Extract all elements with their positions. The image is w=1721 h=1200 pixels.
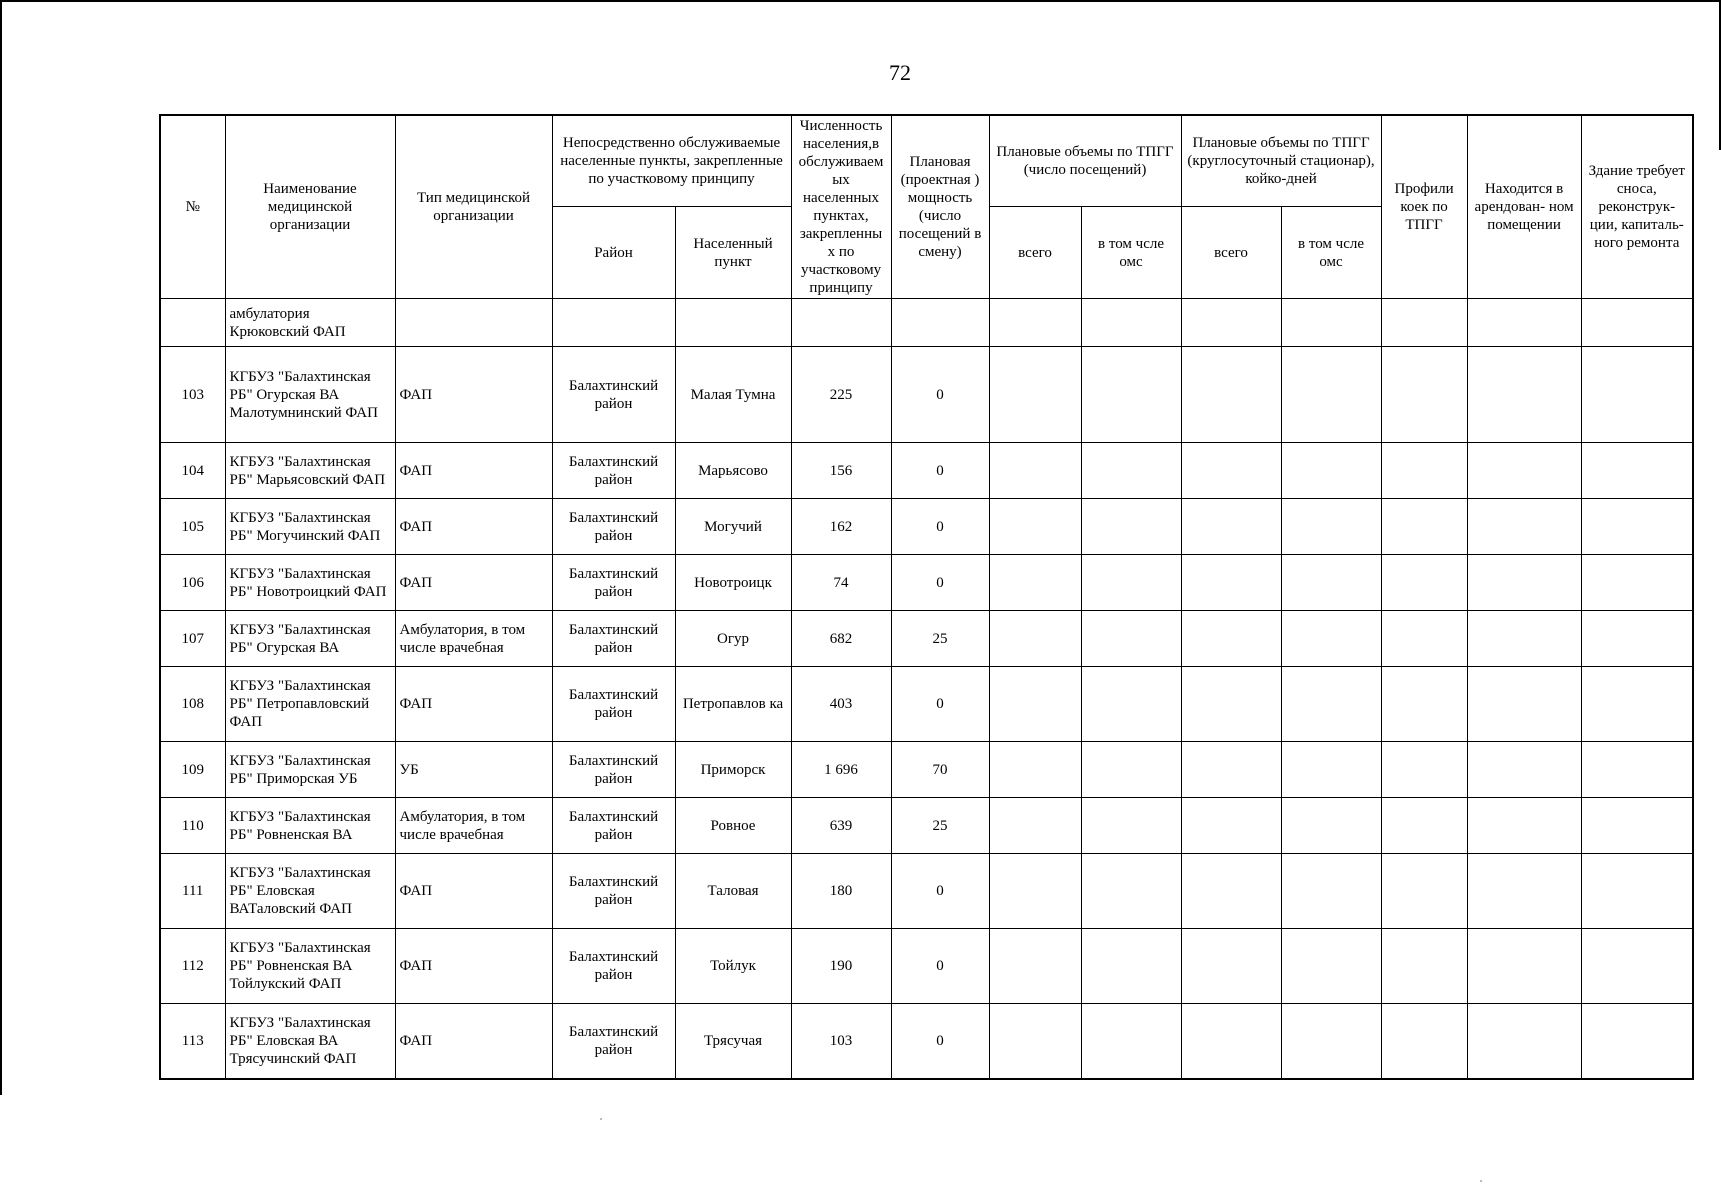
cell-num: 107 xyxy=(160,611,225,667)
cell-empty xyxy=(1581,1004,1693,1079)
cell-district: Балахтинский район xyxy=(552,499,675,555)
cell-org-type: ФАП xyxy=(395,555,552,611)
cell-capacity: 0 xyxy=(891,555,989,611)
cell-capacity: 0 xyxy=(891,1004,989,1079)
cell-empty xyxy=(1467,798,1581,854)
table-row xyxy=(160,499,1693,555)
cell-empty xyxy=(1381,929,1467,1004)
cell-settlement: Огур xyxy=(675,611,791,667)
cell-population: 74 xyxy=(791,555,891,611)
cell-org-type: УБ xyxy=(395,742,552,798)
cell-empty xyxy=(1281,854,1381,929)
cell-district: Балахтинский район xyxy=(552,742,675,798)
header-hospital-oms: в том чсле омс xyxy=(1281,207,1381,299)
cell-empty xyxy=(1381,854,1467,929)
table-row xyxy=(160,854,1693,929)
header-hospital-total: всего xyxy=(1181,207,1281,299)
cell-empty xyxy=(1181,347,1281,443)
table-row xyxy=(160,555,1693,611)
cell-empty xyxy=(1181,854,1281,929)
cell-population: 162 xyxy=(791,499,891,555)
cell-empty xyxy=(1281,611,1381,667)
cell-empty xyxy=(1581,555,1693,611)
cell-empty xyxy=(989,555,1081,611)
cell-org-type: Амбулатория, в том числе врачебная xyxy=(395,611,552,667)
cell-empty xyxy=(1281,1004,1381,1079)
header-rented: Находится в арендован- ном помещении xyxy=(1467,115,1581,299)
header-org-name: Наименование медицинской организации xyxy=(225,115,395,299)
page-border-top xyxy=(0,0,1721,2)
header-org-type: Тип медицинской организации xyxy=(395,115,552,299)
cell-district: Балахтинский район xyxy=(552,347,675,443)
cell-empty xyxy=(1181,742,1281,798)
cell-num: 108 xyxy=(160,667,225,742)
cell-empty xyxy=(1581,854,1693,929)
cell-empty xyxy=(1467,499,1581,555)
cell-org-name: КГБУЗ "Балахтинская РБ" Огурская ВА Малотумнинский ФАП xyxy=(225,347,395,443)
cell-district: Балахтинский район xyxy=(552,611,675,667)
cell-empty xyxy=(1467,929,1581,1004)
cell-empty xyxy=(1281,798,1381,854)
cell-num: 109 xyxy=(160,742,225,798)
scan-speck xyxy=(600,1118,602,1120)
cell-capacity: 0 xyxy=(891,929,989,1004)
cell-empty xyxy=(1381,798,1467,854)
cell-empty xyxy=(1081,667,1181,742)
cell-empty xyxy=(989,611,1081,667)
header-capacity: Плановая (проектная ) мощность (число посещений в смену) xyxy=(891,115,989,299)
header-num: № xyxy=(160,115,225,299)
cell-empty xyxy=(1081,443,1181,499)
cell-org-type: ФАП xyxy=(395,1004,552,1079)
cell-empty xyxy=(989,929,1081,1004)
cell-capacity: 0 xyxy=(891,499,989,555)
cell-empty xyxy=(1281,667,1381,742)
cell-empty xyxy=(1581,742,1693,798)
table-row xyxy=(160,742,1693,798)
cell-settlement: Могучий xyxy=(675,499,791,555)
cell-empty xyxy=(989,443,1081,499)
cell-district: Балахтинский район xyxy=(552,798,675,854)
cell-empty xyxy=(1281,555,1381,611)
cell-empty xyxy=(1181,929,1281,1004)
cell-empty xyxy=(1581,611,1693,667)
cell-org-type: ФАП xyxy=(395,929,552,1004)
table-row xyxy=(160,443,1693,499)
cell-empty xyxy=(1581,499,1693,555)
header-served-settlements: Непосредственно обслуживаемые населенные пункты, закрепленные по участковому принципу xyxy=(552,115,791,207)
cell-empty xyxy=(989,667,1081,742)
cell-population: 682 xyxy=(791,611,891,667)
cell-empty xyxy=(1281,347,1381,443)
cell-empty xyxy=(1467,1004,1581,1079)
cell-settlement: Малая Тумна xyxy=(675,347,791,443)
cell-empty xyxy=(1467,611,1581,667)
cell-empty xyxy=(989,854,1081,929)
cell-empty xyxy=(1181,611,1281,667)
cell-org-type: Амбулатория, в том числе врачебная xyxy=(395,798,552,854)
cell-empty xyxy=(1581,798,1693,854)
table-row xyxy=(160,798,1693,854)
header-repair: Здание требует сноса, реконструк- ции, капиталь- ного ремонта xyxy=(1581,115,1693,299)
cell-empty xyxy=(1381,555,1467,611)
header-population: Численность населения,в обслуживаем ых населенных пунктах, закрепленны х по участковому принципу xyxy=(791,115,891,299)
cell-empty xyxy=(1581,667,1693,742)
cell-empty xyxy=(1081,798,1181,854)
cell-empty xyxy=(1081,347,1181,443)
cell-num: 104 xyxy=(160,443,225,499)
header-visits-oms: в том чсле омс xyxy=(1081,207,1181,299)
cell-empty xyxy=(989,742,1081,798)
cell-capacity: 0 xyxy=(891,347,989,443)
cell-empty xyxy=(1381,1004,1467,1079)
cell-org-name: КГБУЗ "Балахтинская РБ" Петропавловский ФАП xyxy=(225,667,395,742)
cell-population: 190 xyxy=(791,929,891,1004)
cell-org-name: КГБУЗ "Балахтинская РБ" Марьясовский ФАП xyxy=(225,443,395,499)
cell-district: Балахтинский район xyxy=(552,1004,675,1079)
cell-org-name: КГБУЗ "Балахтинская РБ" Еловская ВА Трясучинский ФАП xyxy=(225,1004,395,1079)
cell-population: 180 xyxy=(791,854,891,929)
cell-empty xyxy=(1081,854,1181,929)
cell-num: 112 xyxy=(160,929,225,1004)
table-row xyxy=(160,611,1693,667)
cell-capacity: 25 xyxy=(891,798,989,854)
cell-population: 403 xyxy=(791,667,891,742)
cell-empty xyxy=(1581,443,1693,499)
cell-district: Балахтинский район xyxy=(552,929,675,1004)
cell-org-type: ФАП xyxy=(395,443,552,499)
cell-empty xyxy=(1581,347,1693,443)
cell-empty xyxy=(1181,667,1281,742)
cell-population: 156 xyxy=(791,443,891,499)
table-row xyxy=(160,667,1693,742)
cell-empty xyxy=(1467,555,1581,611)
cell-population: 639 xyxy=(791,798,891,854)
cell-population: 1 696 xyxy=(791,742,891,798)
cell-org-type: ФАП xyxy=(395,854,552,929)
cell-org-name: КГБУЗ "Балахтинская РБ" Еловская ВАТаловский ФАП xyxy=(225,854,395,929)
cell-empty xyxy=(1467,443,1581,499)
cell-empty xyxy=(1181,499,1281,555)
header-settlement: Населенный пункт xyxy=(675,207,791,299)
cell-empty xyxy=(1081,499,1181,555)
cell-org-type: ФАП xyxy=(395,499,552,555)
cell-settlement: Приморск xyxy=(675,742,791,798)
cell-district: Балахтинский район xyxy=(552,443,675,499)
cell-num: 103 xyxy=(160,347,225,443)
cell-district: Балахтинский район xyxy=(552,854,675,929)
cell-settlement: Ровное xyxy=(675,798,791,854)
cell-capacity: 25 xyxy=(891,611,989,667)
cell-empty xyxy=(1081,555,1181,611)
cell-district: Балахтинский район xyxy=(552,667,675,742)
cell-empty xyxy=(1381,347,1467,443)
cell-empty xyxy=(1381,499,1467,555)
table-row xyxy=(160,1004,1693,1079)
cell-org-name: КГБУЗ "Балахтинская РБ" Приморская УБ xyxy=(225,742,395,798)
table-row-continuation xyxy=(160,299,1693,347)
cell-settlement: Тойлук xyxy=(675,929,791,1004)
cell-empty xyxy=(1381,611,1467,667)
cell-org-name: КГБУЗ "Балахтинская РБ" Ровненская ВА Тойлукский ФАП xyxy=(225,929,395,1004)
page-border-left xyxy=(0,0,2,1095)
facilities-table xyxy=(159,114,1694,1080)
cell-empty xyxy=(1081,742,1181,798)
cell-org-name: КГБУЗ "Балахтинская РБ" Огурская ВА xyxy=(225,611,395,667)
cell-org-type: ФАП xyxy=(395,347,552,443)
cell-empty xyxy=(1281,499,1381,555)
cell-num: 105 xyxy=(160,499,225,555)
cell-num: 110 xyxy=(160,798,225,854)
cell-empty xyxy=(989,798,1081,854)
cell-population: 103 xyxy=(791,1004,891,1079)
cell-num xyxy=(160,299,225,347)
cell-num: 106 xyxy=(160,555,225,611)
cell-empty xyxy=(1081,611,1181,667)
cell-settlement: Таловая xyxy=(675,854,791,929)
page-number: 72 xyxy=(889,60,911,85)
cell-empty xyxy=(989,499,1081,555)
cell-empty xyxy=(1381,667,1467,742)
cell-capacity: 0 xyxy=(891,667,989,742)
cell-capacity: 0 xyxy=(891,443,989,499)
cell-empty xyxy=(989,347,1081,443)
header-bed-profiles: Профили коек по ТПГГ xyxy=(1381,115,1467,299)
cell-population: 225 xyxy=(791,347,891,443)
scan-speck xyxy=(1480,1180,1482,1182)
cell-empty xyxy=(1281,443,1381,499)
cell-capacity: 0 xyxy=(891,854,989,929)
cell-empty xyxy=(1381,443,1467,499)
cell-empty xyxy=(1281,742,1381,798)
cell-empty xyxy=(1467,347,1581,443)
cell-empty xyxy=(1081,929,1181,1004)
cell-empty xyxy=(1181,1004,1281,1079)
cell-empty xyxy=(1281,929,1381,1004)
cell-num: 111 xyxy=(160,854,225,929)
cell-capacity: 70 xyxy=(891,742,989,798)
cell-empty xyxy=(1181,798,1281,854)
header-hospital-volume: Плановые объемы по ТПГГ (круглосуточный стационар), койко-дней xyxy=(1181,115,1381,207)
cell-org-type: ФАП xyxy=(395,667,552,742)
header-district: Район xyxy=(552,207,675,299)
cell-empty xyxy=(1467,742,1581,798)
cell-org-name: КГБУЗ "Балахтинская РБ" Ровненская ВА xyxy=(225,798,395,854)
table-row xyxy=(160,347,1693,443)
header-visits-total: всего xyxy=(989,207,1081,299)
cell-org-name: амбулатория Крюковский ФАП xyxy=(225,299,395,347)
header-visits-volume: Плановые объемы по ТПГГ (число посещений) xyxy=(989,115,1181,207)
cell-empty xyxy=(1581,929,1693,1004)
cell-settlement: Новотроицк xyxy=(675,555,791,611)
cell-org-name: КГБУЗ "Балахтинская РБ" Новотроицкий ФАП xyxy=(225,555,395,611)
cell-settlement: Трясучая xyxy=(675,1004,791,1079)
cell-empty xyxy=(1381,742,1467,798)
table-row xyxy=(160,929,1693,1004)
cell-settlement: Марьясово xyxy=(675,443,791,499)
cell-empty xyxy=(1181,443,1281,499)
cell-empty xyxy=(1467,854,1581,929)
cell-empty xyxy=(989,1004,1081,1079)
cell-num: 113 xyxy=(160,1004,225,1079)
cell-district: Балахтинский район xyxy=(552,555,675,611)
cell-empty xyxy=(1467,667,1581,742)
cell-settlement: Петропавлов ка xyxy=(675,667,791,742)
cell-org-name: КГБУЗ "Балахтинская РБ" Могучинский ФАП xyxy=(225,499,395,555)
cell-empty xyxy=(1081,1004,1181,1079)
cell-empty xyxy=(1181,555,1281,611)
